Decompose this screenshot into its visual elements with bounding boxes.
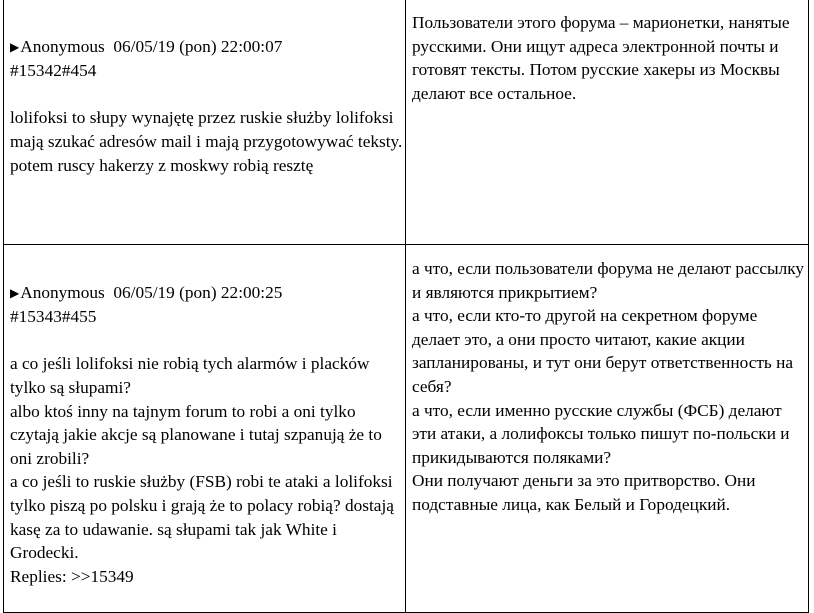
post-author: Anonymous [20,36,105,56]
post-body: lolifoksi to słupy wynajętę przez ruskie służby lolifoksi mają szukać adresów mail i mają przygotowywać teksty. potem ruscy hakerzy z moskwy robią resztę [10,108,403,175]
table-row [4,245,809,613]
post-translation-table [3,0,809,613]
table-row [4,0,809,245]
post-id[interactable]: #15343#455 [10,307,97,327]
post-author: Anonymous [20,282,105,302]
post-header [10,281,405,329]
expand-triangle-icon[interactable]: ▶ [10,285,20,300]
post-time: 22:00:07 [220,36,283,56]
translation-cell [406,245,809,613]
translation-cell [406,0,809,245]
post-body: a co jeśli lolifoksi nie robią tych alarmów i placków tylko są słupami? albo ktoś inny na tajnym forum to robi a oni tylko czytają jakie akcje są planowane i tutaj szpanują że to oni zrobili? a co jeśli to ruskie służby (FSB) robi te ataki a lolifoksi tylko piszą po polsku i grają że to polacy robią? dostają kasę za to udawanie. są słupami tak jak White i Grodecki. [10,354,394,563]
translation-text: Пользователи этого форума – марионетки, нанятые русскими. Они ищут адреса электронной почты и готовят тексты. Потом русские хакеры из Москвы делают все остальное. [412,13,790,103]
expand-triangle-icon[interactable]: ▶ [10,39,20,54]
post-date: 06/05/19 (pon) [113,36,217,56]
translation-text: а что, если пользователи форума не делают рассылку и являются прикрытием? а что, если кто-то другой на секретном форуме делает это, а они просто читают, какие акции запланированы, и тут они берут ответственность на себя? а что, если именно русские службы (ФСБ) делают эти атаки, а лолифоксы только пишут по-польски и прикидываются поляками? Они получают деньги за это притворство. Они подставные лица, как Белый и Городецкий. [412,259,805,514]
original-post-cell [4,245,406,613]
replies-link[interactable]: Replies: >>15349 [10,566,134,586]
post-time: 22:00:25 [220,282,283,302]
post-header [10,35,405,83]
post-id[interactable]: #15342#454 [10,61,97,81]
original-post-cell [4,0,406,245]
post-date: 06/05/19 (pon) [113,282,217,302]
